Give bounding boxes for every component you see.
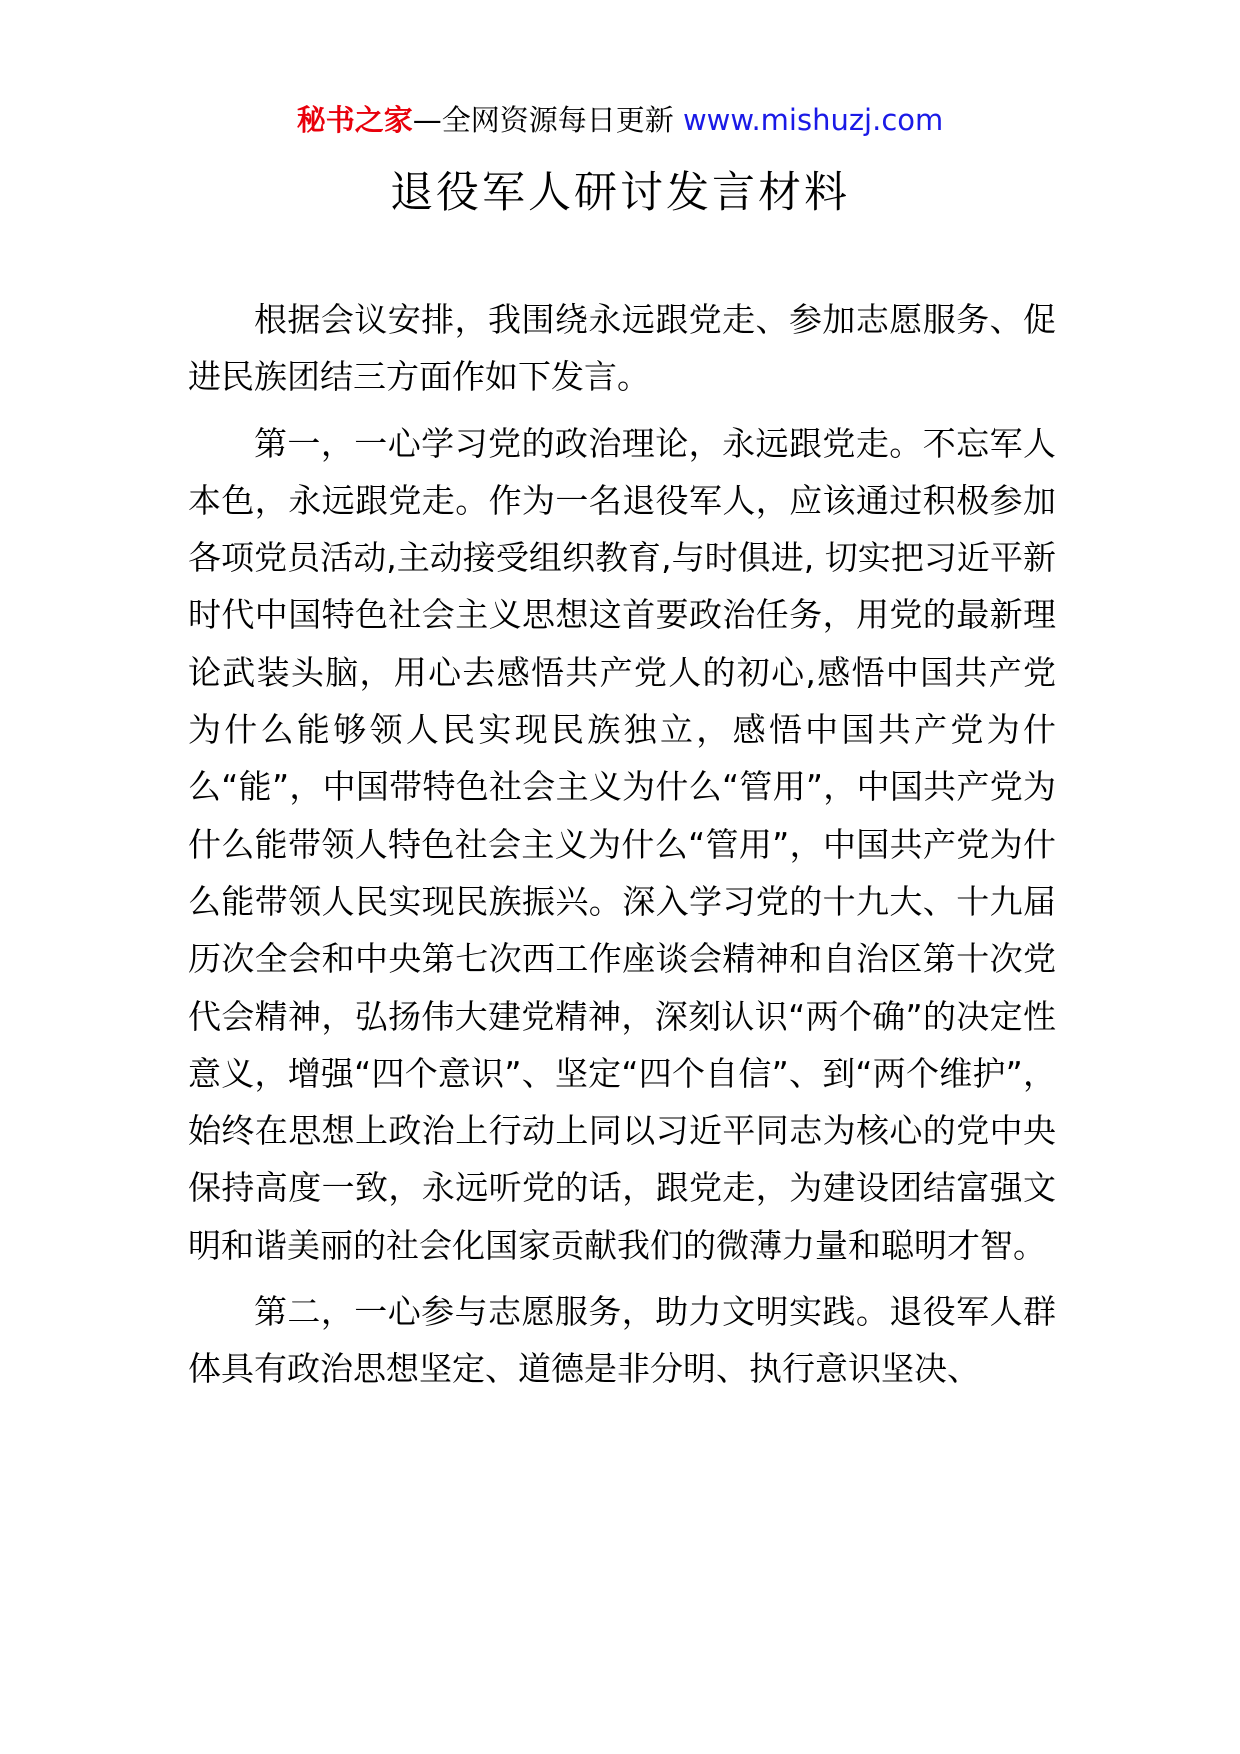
document-title: 退役军人研讨发言材料	[390, 168, 850, 218]
site-url[interactable]: www.mishuzj.com	[682, 103, 944, 137]
brand-name: 秘书之家	[296, 103, 413, 137]
site-header	[0, 100, 1240, 140]
paragraph-first-point: 第一，一心学习党的政治理论，永远跟党走。不忘军人本色，永远跟党走。作为一名退役军人，应该通过积极参加各项党员活动,主动接受组织教育,与时俱进, 切实把习近平新时代中国特色社会主义思想这首要政治任务，用党的最新理论武装头脑，用心去感悟共产党人的初心,感悟中国共产党为什么能够领人民实现民族独立，感悟中国共产党为什么“能”，中国带特色社会主义为什么“管用”，中国共产党为什么能带领人特色社会主义为什么“管用”，中国共产党为什么能带领人民实现民族振兴。深入学习党的十九大、十九届历次全会和中央第七次西工作座谈会精神和自治区第十次党代会精神，弘扬伟大建党精神，深刻认识“两个确”的决定性意义，增强“四个意识”、坚定“四个自信”、到“两个维护”，始终在思想上政治上行动上同以习近平同志为核心的党中央保持高度一致，永远听党的话，跟党走，为建设团结富强文明和谐美丽的社会化国家贡献我们的微薄力量和聪明才智。	[188, 423, 1056, 1265]
header-slogan: —全网资源每日更新	[412, 103, 683, 137]
paragraph-second-point: 第二，一心参与志愿服务，助力文明实践。退役军人群体具有政治思想坚定、道德是非分明、执行意识坚决、	[188, 1292, 1056, 1389]
paragraph-intro: 根据会议安排，我围绕永远跟党走、参加志愿服务、促进民族团结三方面作如下发言。	[188, 300, 1056, 397]
document-body	[188, 291, 1056, 1407]
